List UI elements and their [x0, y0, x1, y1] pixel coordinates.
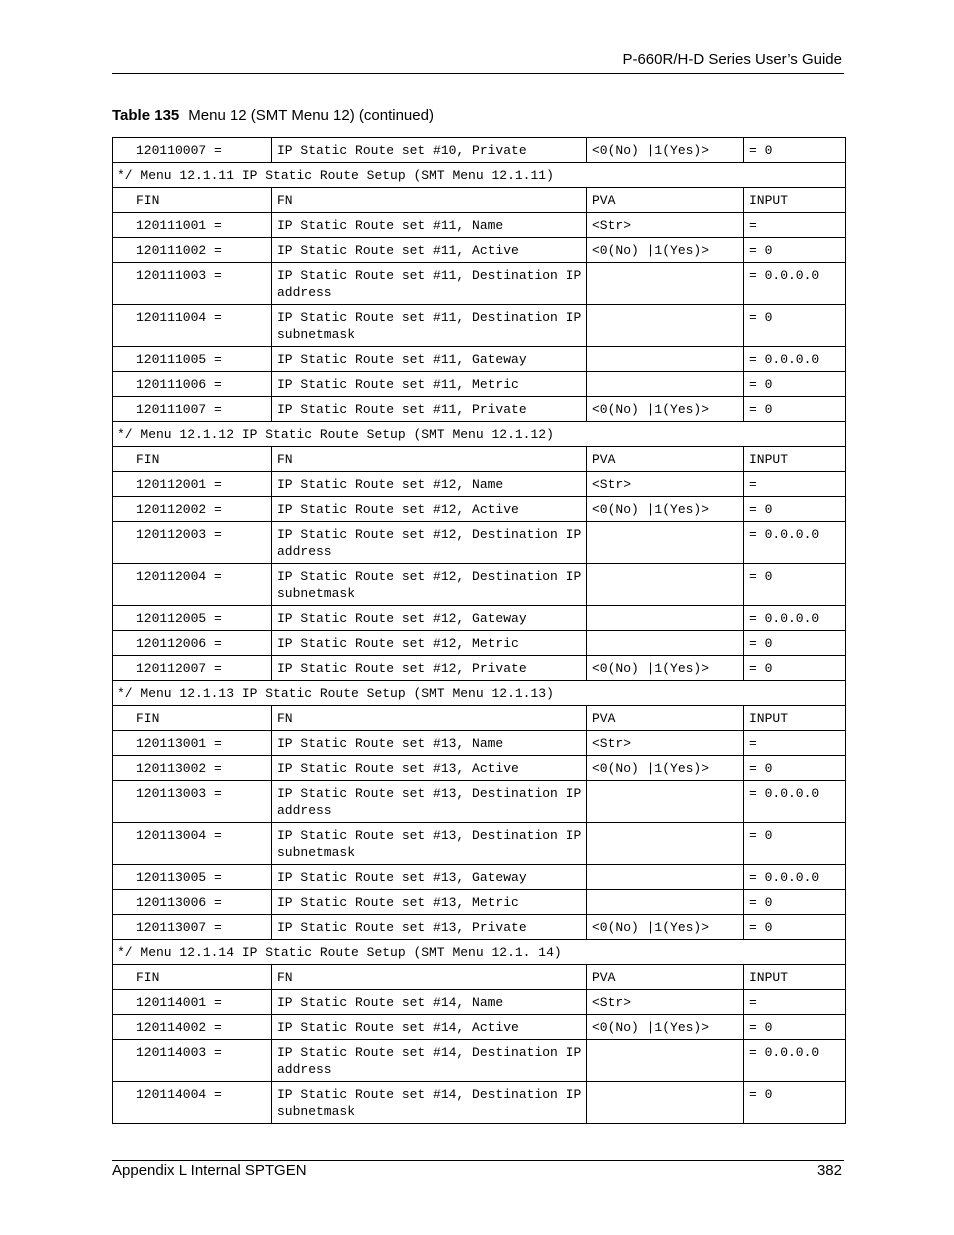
table-row: [113, 522, 846, 564]
input-cell: = 0: [744, 497, 846, 522]
fin-cell: 120113001 =: [113, 731, 272, 756]
table-row: [113, 138, 846, 163]
input-cell: = 0.0.0.0: [744, 781, 846, 823]
section-header-cell: */ Menu 12.1.12 IP Static Route Setup (SMT Menu 12.1.12): [113, 422, 846, 447]
fn-cell: FN: [272, 188, 587, 213]
pva-cell: <0(No) |1(Yes)>: [587, 1015, 744, 1040]
fn-cell: IP Static Route set #13, Gateway: [272, 865, 587, 890]
pva-cell: [587, 263, 744, 305]
input-cell: = 0: [744, 305, 846, 347]
fn-cell: IP Static Route set #10, Private: [272, 138, 587, 163]
input-cell: =: [744, 213, 846, 238]
pva-cell: <0(No) |1(Yes)>: [587, 756, 744, 781]
fin-cell: 120113004 =: [113, 823, 272, 865]
fin-cell: 120111006 =: [113, 372, 272, 397]
fn-cell: IP Static Route set #11, Active: [272, 238, 587, 263]
table-row: [113, 305, 846, 347]
table-row: [113, 631, 846, 656]
input-cell: = 0.0.0.0: [744, 865, 846, 890]
pva-cell: <Str>: [587, 731, 744, 756]
fin-cell: 120111007 =: [113, 397, 272, 422]
fin-cell: FIN: [113, 188, 272, 213]
fin-cell: 120113003 =: [113, 781, 272, 823]
fn-cell: IP Static Route set #12, Private: [272, 656, 587, 681]
table-row: [113, 606, 846, 631]
table-row: [113, 347, 846, 372]
table-row: [113, 472, 846, 497]
table-caption: [112, 107, 434, 124]
fin-cell: 120112003 =: [113, 522, 272, 564]
table-row: [113, 756, 846, 781]
input-cell: = 0: [744, 890, 846, 915]
pva-cell: [587, 1082, 744, 1124]
column-header-row: [113, 706, 846, 731]
pva-cell: PVA: [587, 447, 744, 472]
input-cell: = 0.0.0.0: [744, 263, 846, 305]
pva-cell: <0(No) |1(Yes)>: [587, 497, 744, 522]
footer-page-number: 382: [816, 1162, 842, 1179]
column-header-row: [113, 447, 846, 472]
smt-table-body: [113, 138, 846, 1124]
running-header-title: P-660R/H-D Series User’s Guide: [622, 51, 842, 68]
fn-cell: IP Static Route set #14, Destination IP subnetmask: [272, 1082, 587, 1124]
section-header-cell: */ Menu 12.1.13 IP Static Route Setup (SMT Menu 12.1.13): [113, 681, 846, 706]
input-cell: = 0.0.0.0: [744, 606, 846, 631]
table-row: [113, 656, 846, 681]
input-cell: INPUT: [744, 706, 846, 731]
fin-cell: 120111003 =: [113, 263, 272, 305]
pva-cell: <Str>: [587, 472, 744, 497]
table-row: [113, 1040, 846, 1082]
fn-cell: FN: [272, 706, 587, 731]
table-row: [113, 915, 846, 940]
table-row: [113, 213, 846, 238]
input-cell: = 0: [744, 397, 846, 422]
input-cell: INPUT: [744, 188, 846, 213]
fn-cell: IP Static Route set #14, Destination IP address: [272, 1040, 587, 1082]
pva-cell: [587, 781, 744, 823]
input-cell: = 0.0.0.0: [744, 522, 846, 564]
input-cell: INPUT: [744, 965, 846, 990]
fn-cell: FN: [272, 447, 587, 472]
table-row: [113, 238, 846, 263]
pva-cell: PVA: [587, 188, 744, 213]
smt-menu-table: [112, 137, 846, 1124]
table-row: [113, 1015, 846, 1040]
input-cell: =: [744, 472, 846, 497]
fn-cell: IP Static Route set #13, Destination IP subnetmask: [272, 823, 587, 865]
fn-cell: IP Static Route set #11, Metric: [272, 372, 587, 397]
column-header-row: [113, 188, 846, 213]
section-header-row: [113, 422, 846, 447]
input-cell: = 0: [744, 1082, 846, 1124]
fin-cell: 120113007 =: [113, 915, 272, 940]
pva-cell: <0(No) |1(Yes)>: [587, 915, 744, 940]
table-row: [113, 497, 846, 522]
fn-cell: IP Static Route set #13, Metric: [272, 890, 587, 915]
table-row: [113, 781, 846, 823]
column-header-row: [113, 965, 846, 990]
input-cell: =: [744, 731, 846, 756]
pva-cell: <0(No) |1(Yes)>: [587, 138, 744, 163]
pva-cell: [587, 890, 744, 915]
input-cell: = 0: [744, 631, 846, 656]
input-cell: = 0.0.0.0: [744, 347, 846, 372]
pva-cell: <0(No) |1(Yes)>: [587, 656, 744, 681]
fn-cell: IP Static Route set #11, Destination IP subnetmask: [272, 305, 587, 347]
input-cell: =: [744, 990, 846, 1015]
table-row: [113, 890, 846, 915]
fn-cell: IP Static Route set #12, Gateway: [272, 606, 587, 631]
table-row: [113, 823, 846, 865]
pva-cell: [587, 347, 744, 372]
pva-cell: [587, 522, 744, 564]
pva-cell: [587, 305, 744, 347]
input-cell: = 0: [744, 1015, 846, 1040]
fn-cell: FN: [272, 965, 587, 990]
fn-cell: IP Static Route set #11, Gateway: [272, 347, 587, 372]
section-header-row: [113, 681, 846, 706]
input-cell: = 0: [744, 238, 846, 263]
fin-cell: 120112006 =: [113, 631, 272, 656]
input-cell: INPUT: [744, 447, 846, 472]
fn-cell: IP Static Route set #13, Private: [272, 915, 587, 940]
section-header-row: [113, 940, 846, 965]
table-caption-label: Table 135: [112, 107, 180, 124]
pva-cell: [587, 564, 744, 606]
fn-cell: IP Static Route set #13, Destination IP address: [272, 781, 587, 823]
pva-cell: [587, 372, 744, 397]
footer-rule: [112, 1160, 844, 1161]
fn-cell: IP Static Route set #11, Destination IP address: [272, 263, 587, 305]
fn-cell: IP Static Route set #13, Name: [272, 731, 587, 756]
fn-cell: IP Static Route set #11, Private: [272, 397, 587, 422]
pva-cell: [587, 1040, 744, 1082]
section-header-cell: */ Menu 12.1.14 IP Static Route Setup (SMT Menu 12.1. 14): [113, 940, 846, 965]
fn-cell: IP Static Route set #12, Active: [272, 497, 587, 522]
table-row: [113, 1082, 846, 1124]
pva-cell: [587, 865, 744, 890]
pva-cell: [587, 631, 744, 656]
table-caption-text: Menu 12 (SMT Menu 12) (continued): [188, 107, 434, 124]
section-header-cell: */ Menu 12.1.11 IP Static Route Setup (SMT Menu 12.1.11): [113, 163, 846, 188]
input-cell: = 0: [744, 756, 846, 781]
fin-cell: 120112005 =: [113, 606, 272, 631]
table-row: [113, 263, 846, 305]
input-cell: = 0: [744, 656, 846, 681]
pva-cell: PVA: [587, 706, 744, 731]
table-row: [113, 990, 846, 1015]
fn-cell: IP Static Route set #11, Name: [272, 213, 587, 238]
fn-cell: IP Static Route set #14, Name: [272, 990, 587, 1015]
pva-cell: PVA: [587, 965, 744, 990]
input-cell: = 0: [744, 915, 846, 940]
fin-cell: 120114002 =: [113, 1015, 272, 1040]
fin-cell: 120111002 =: [113, 238, 272, 263]
pva-cell: [587, 606, 744, 631]
fin-cell: 120112007 =: [113, 656, 272, 681]
header-rule: [112, 73, 844, 74]
input-cell: = 0: [744, 138, 846, 163]
fn-cell: IP Static Route set #12, Destination IP subnetmask: [272, 564, 587, 606]
pva-cell: <0(No) |1(Yes)>: [587, 397, 744, 422]
input-cell: = 0.0.0.0: [744, 1040, 846, 1082]
fn-cell: IP Static Route set #13, Active: [272, 756, 587, 781]
input-cell: = 0: [744, 564, 846, 606]
fn-cell: IP Static Route set #12, Name: [272, 472, 587, 497]
fin-cell: 120111001 =: [113, 213, 272, 238]
fin-cell: 120113005 =: [113, 865, 272, 890]
input-cell: = 0: [744, 372, 846, 397]
fin-cell: 120111005 =: [113, 347, 272, 372]
fn-cell: IP Static Route set #12, Metric: [272, 631, 587, 656]
fn-cell: IP Static Route set #12, Destination IP address: [272, 522, 587, 564]
pva-cell: <0(No) |1(Yes)>: [587, 238, 744, 263]
fn-cell: IP Static Route set #14, Active: [272, 1015, 587, 1040]
fin-cell: 120113002 =: [113, 756, 272, 781]
fin-cell: FIN: [113, 447, 272, 472]
table-row: [113, 865, 846, 890]
fin-cell: 120114004 =: [113, 1082, 272, 1124]
table-row: [113, 564, 846, 606]
table-row: [113, 731, 846, 756]
fin-cell: 120112004 =: [113, 564, 272, 606]
fin-cell: 120112002 =: [113, 497, 272, 522]
pva-cell: [587, 823, 744, 865]
table-row: [113, 397, 846, 422]
fin-cell: 120111004 =: [113, 305, 272, 347]
footer-section-title: Appendix L Internal SPTGEN: [112, 1162, 307, 1179]
table-row: [113, 372, 846, 397]
fin-cell: FIN: [113, 965, 272, 990]
fin-cell: 120110007 =: [113, 138, 272, 163]
fin-cell: FIN: [113, 706, 272, 731]
pva-cell: <Str>: [587, 990, 744, 1015]
fin-cell: 120114001 =: [113, 990, 272, 1015]
fin-cell: 120112001 =: [113, 472, 272, 497]
input-cell: = 0: [744, 823, 846, 865]
fin-cell: 120113006 =: [113, 890, 272, 915]
section-header-row: [113, 163, 846, 188]
fin-cell: 120114003 =: [113, 1040, 272, 1082]
pva-cell: <Str>: [587, 213, 744, 238]
